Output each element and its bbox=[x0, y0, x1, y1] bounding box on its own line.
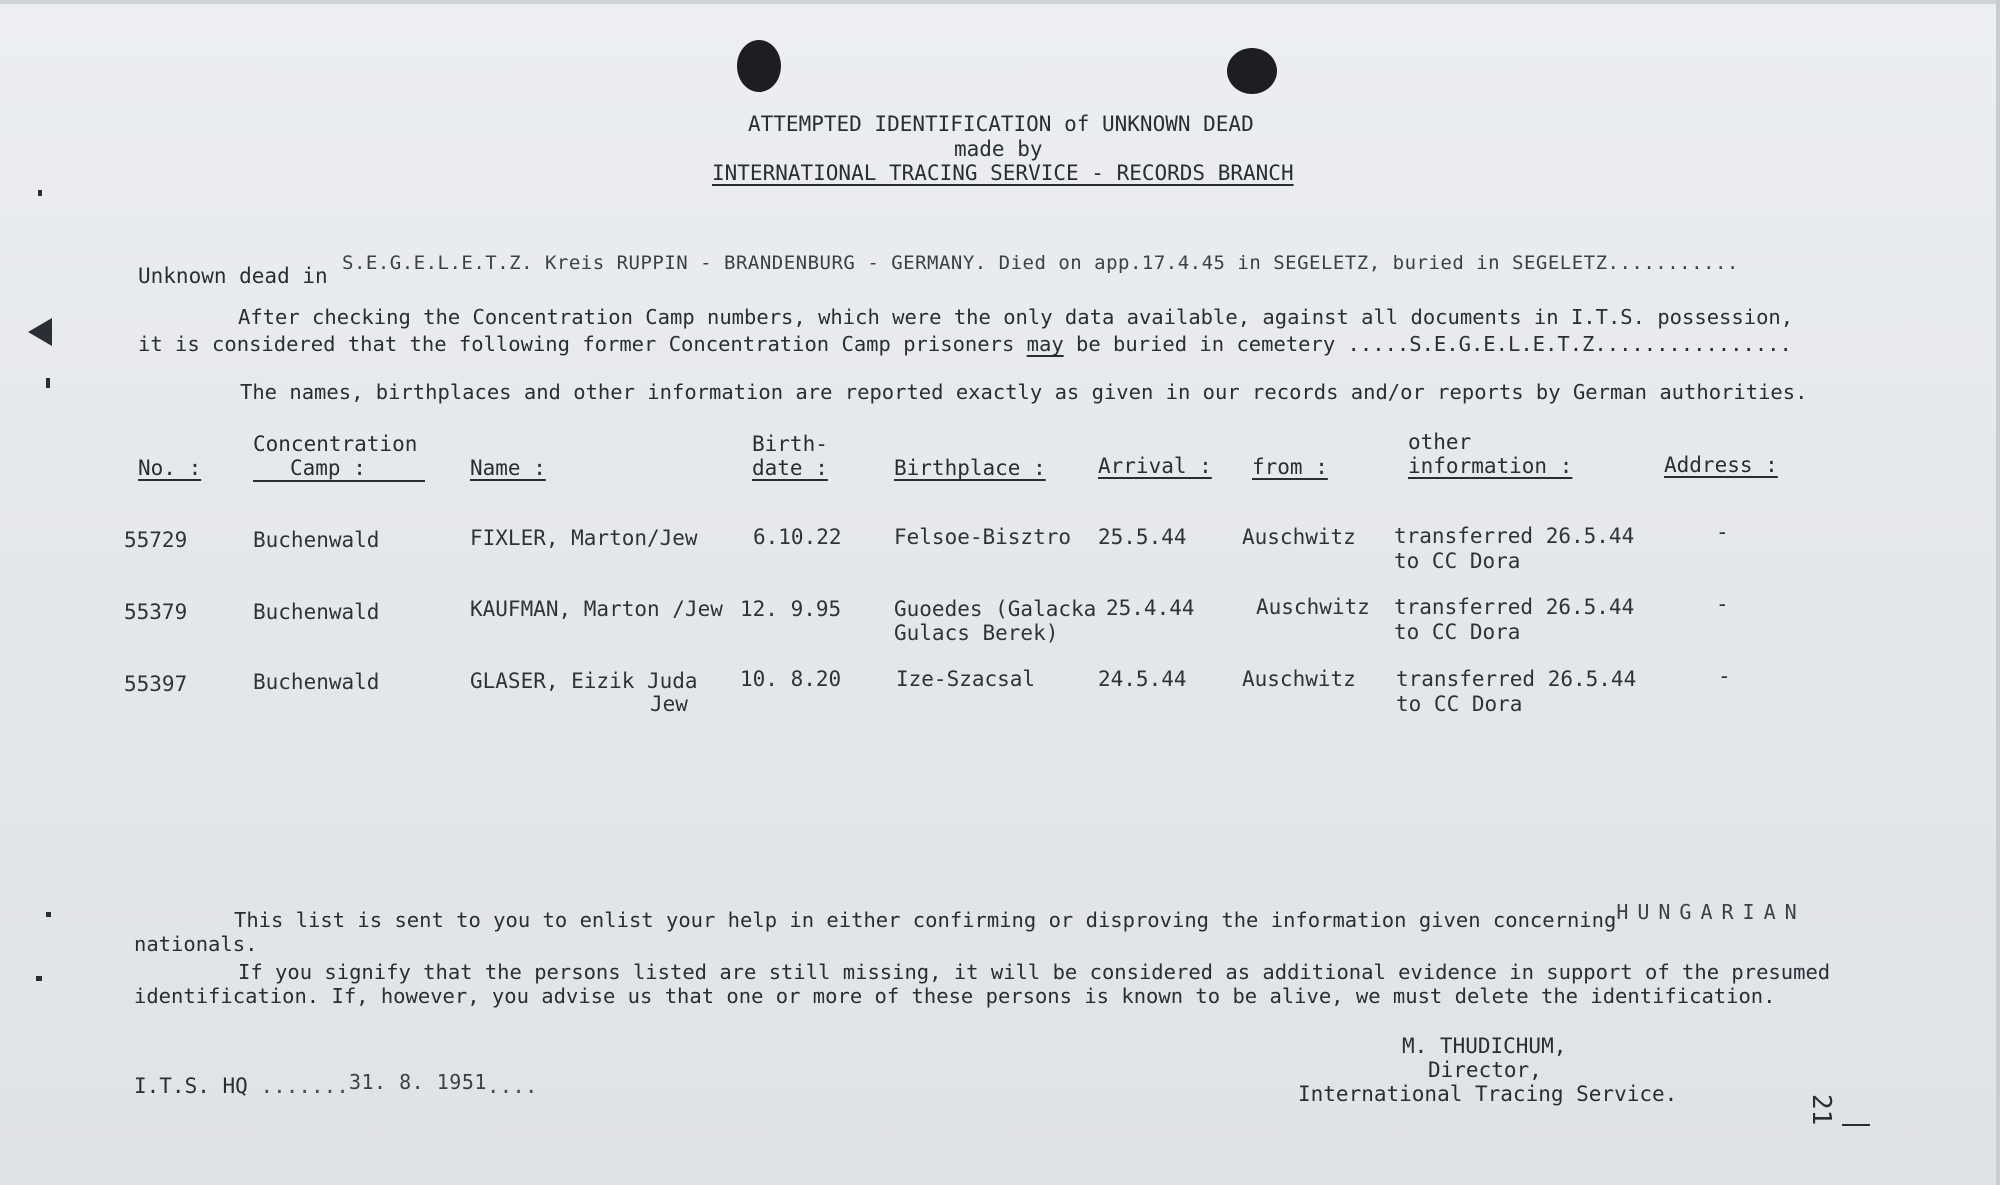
row-from: Auschwitz bbox=[1242, 525, 1356, 549]
row-other: transferred 26.5.44 bbox=[1396, 667, 1637, 691]
closing-p1-text: This list is sent to you to enlist your help in either confirming or disproving the information given concerning bbox=[234, 908, 1617, 932]
row-birthplace: Guoedes (Galacka bbox=[894, 597, 1097, 621]
footer-place-label: I.T.S. HQ bbox=[134, 1074, 248, 1098]
row-address: - bbox=[1718, 664, 1731, 688]
row-name: KAUFMAN, Marton /Jew bbox=[470, 597, 723, 621]
page-mark: 21 bbox=[1806, 1094, 1836, 1126]
document-subtitle: made by bbox=[954, 137, 1043, 161]
row-no: 55729 bbox=[124, 528, 188, 552]
margin-dot-mark bbox=[38, 190, 42, 196]
row-other: transferred 26.5.44 bbox=[1394, 595, 1635, 619]
paper-right-edge bbox=[1996, 0, 2000, 1185]
row-camp: Buchenwald bbox=[253, 670, 380, 694]
row-camp: Buchenwald bbox=[253, 528, 380, 552]
col-header-other-1: other bbox=[1408, 430, 1472, 454]
footer-date-trailer: .... bbox=[486, 1074, 538, 1098]
row-from: Auschwitz bbox=[1256, 595, 1370, 619]
row-address: - bbox=[1716, 520, 1729, 544]
col-header-no: No. : bbox=[138, 456, 202, 480]
col-header-camp-underline bbox=[253, 480, 425, 482]
row-name-2: Jew bbox=[650, 692, 688, 716]
col-header-camp-2: Camp : bbox=[290, 456, 366, 480]
row-no: 55397 bbox=[124, 672, 188, 696]
unknown-dead-label: Unknown dead in bbox=[138, 264, 328, 288]
row-birthdate: 10. 8.20 bbox=[740, 667, 842, 691]
intro-line-2 bbox=[138, 332, 1792, 356]
row-from: Auschwitz bbox=[1242, 667, 1356, 691]
closing-p1-line2: nationals. bbox=[134, 932, 258, 956]
row-arrival: 24.5.44 bbox=[1098, 667, 1187, 691]
row-other-2: to CC Dora bbox=[1396, 692, 1523, 716]
col-header-birthdate-1: Birth- bbox=[752, 432, 828, 456]
signature-title: Director, bbox=[1428, 1058, 1542, 1082]
signature-org: International Tracing Service. bbox=[1298, 1082, 1678, 1106]
col-header-name: Name : bbox=[470, 456, 546, 480]
margin-dot-mark bbox=[46, 912, 51, 917]
unknown-dead-location: S.E.G.E.L.E.T.Z. Kreis RUPPIN - BRANDENBURG - GERMANY. Died on app.17.4.45 in SEGELETZ, buried in SEGELETZ........... bbox=[342, 252, 1739, 274]
col-header-birthplace: Birthplace : bbox=[894, 456, 1046, 480]
intro-line-2-prefix: it is considered that the following former Concentration Camp prisoners bbox=[138, 332, 1015, 356]
row-arrival: 25.5.44 bbox=[1098, 525, 1187, 549]
row-arrival: 25.4.44 bbox=[1106, 596, 1195, 620]
signature-name: M. THUDICHUM, bbox=[1402, 1034, 1567, 1058]
row-other: transferred 26.5.44 bbox=[1394, 524, 1635, 548]
nationality-fill: HUNGARIAN bbox=[1616, 900, 1806, 924]
margin-arrow-mark bbox=[28, 318, 52, 346]
col-header-arrival: Arrival : bbox=[1098, 454, 1212, 478]
intro-line-1: After checking the Concentration Camp numbers, which were the only data available, against all documents in I.T.S. possession, bbox=[238, 305, 1794, 329]
document-title: ATTEMPTED IDENTIFICATION of UNKNOWN DEAD bbox=[748, 112, 1254, 136]
closing-p1-line1 bbox=[234, 900, 1806, 932]
punch-hole-left bbox=[737, 40, 781, 92]
footer-date-leader: ....... bbox=[260, 1074, 349, 1098]
closing-p2-line2: identification. If, however, you advise us that one or more of these persons is known to be alive, we must delete the identification. bbox=[134, 984, 1776, 1008]
col-header-from: from : bbox=[1252, 455, 1328, 479]
row-birthdate: 6.10.22 bbox=[753, 525, 842, 549]
closing-p2-line1: If you signify that the persons listed are still missing, it will be considered as additional evidence in support of the presumed bbox=[238, 960, 1831, 984]
row-other-2: to CC Dora bbox=[1394, 549, 1521, 573]
row-birthdate: 12. 9.95 bbox=[740, 597, 842, 621]
col-header-other-2: information : bbox=[1408, 454, 1573, 478]
row-camp: Buchenwald bbox=[253, 600, 380, 624]
intro-may: may bbox=[1026, 332, 1064, 356]
col-header-birthdate-2: date : bbox=[752, 456, 828, 480]
page-mark-stroke bbox=[1842, 1124, 1870, 1126]
issuing-organization: INTERNATIONAL TRACING SERVICE - RECORDS BRANCH bbox=[712, 161, 1294, 185]
margin-dot-mark bbox=[46, 378, 50, 388]
col-header-address: Address : bbox=[1664, 453, 1778, 477]
margin-dot-mark bbox=[36, 976, 42, 981]
col-header-camp-1: Concentration bbox=[253, 432, 418, 456]
row-birthplace: Ize-Szacsal bbox=[896, 667, 1036, 691]
row-no: 55379 bbox=[124, 600, 188, 624]
intro-line-2-suffix: be buried in cemetery .....S.E.G.E.L.E.T.Z................ bbox=[1076, 332, 1792, 356]
paper-top-edge bbox=[0, 0, 2000, 4]
punch-hole-right bbox=[1227, 48, 1277, 94]
row-birthplace: Felsoe-Bisztro bbox=[894, 525, 1072, 549]
records-note: The names, birthplaces and other information are reported exactly as given in our records and/or reports by German authorities. bbox=[240, 380, 1808, 404]
row-birthplace-2: Gulacs Berek) bbox=[894, 621, 1059, 645]
row-address: - bbox=[1716, 592, 1729, 616]
footer-place-date bbox=[134, 1070, 538, 1098]
footer-date: 31. 8. 1951 bbox=[348, 1070, 487, 1094]
row-name: GLASER, Eizik Juda bbox=[470, 669, 698, 693]
row-other-2: to CC Dora bbox=[1394, 620, 1521, 644]
row-name: FIXLER, Marton/Jew bbox=[470, 526, 698, 550]
